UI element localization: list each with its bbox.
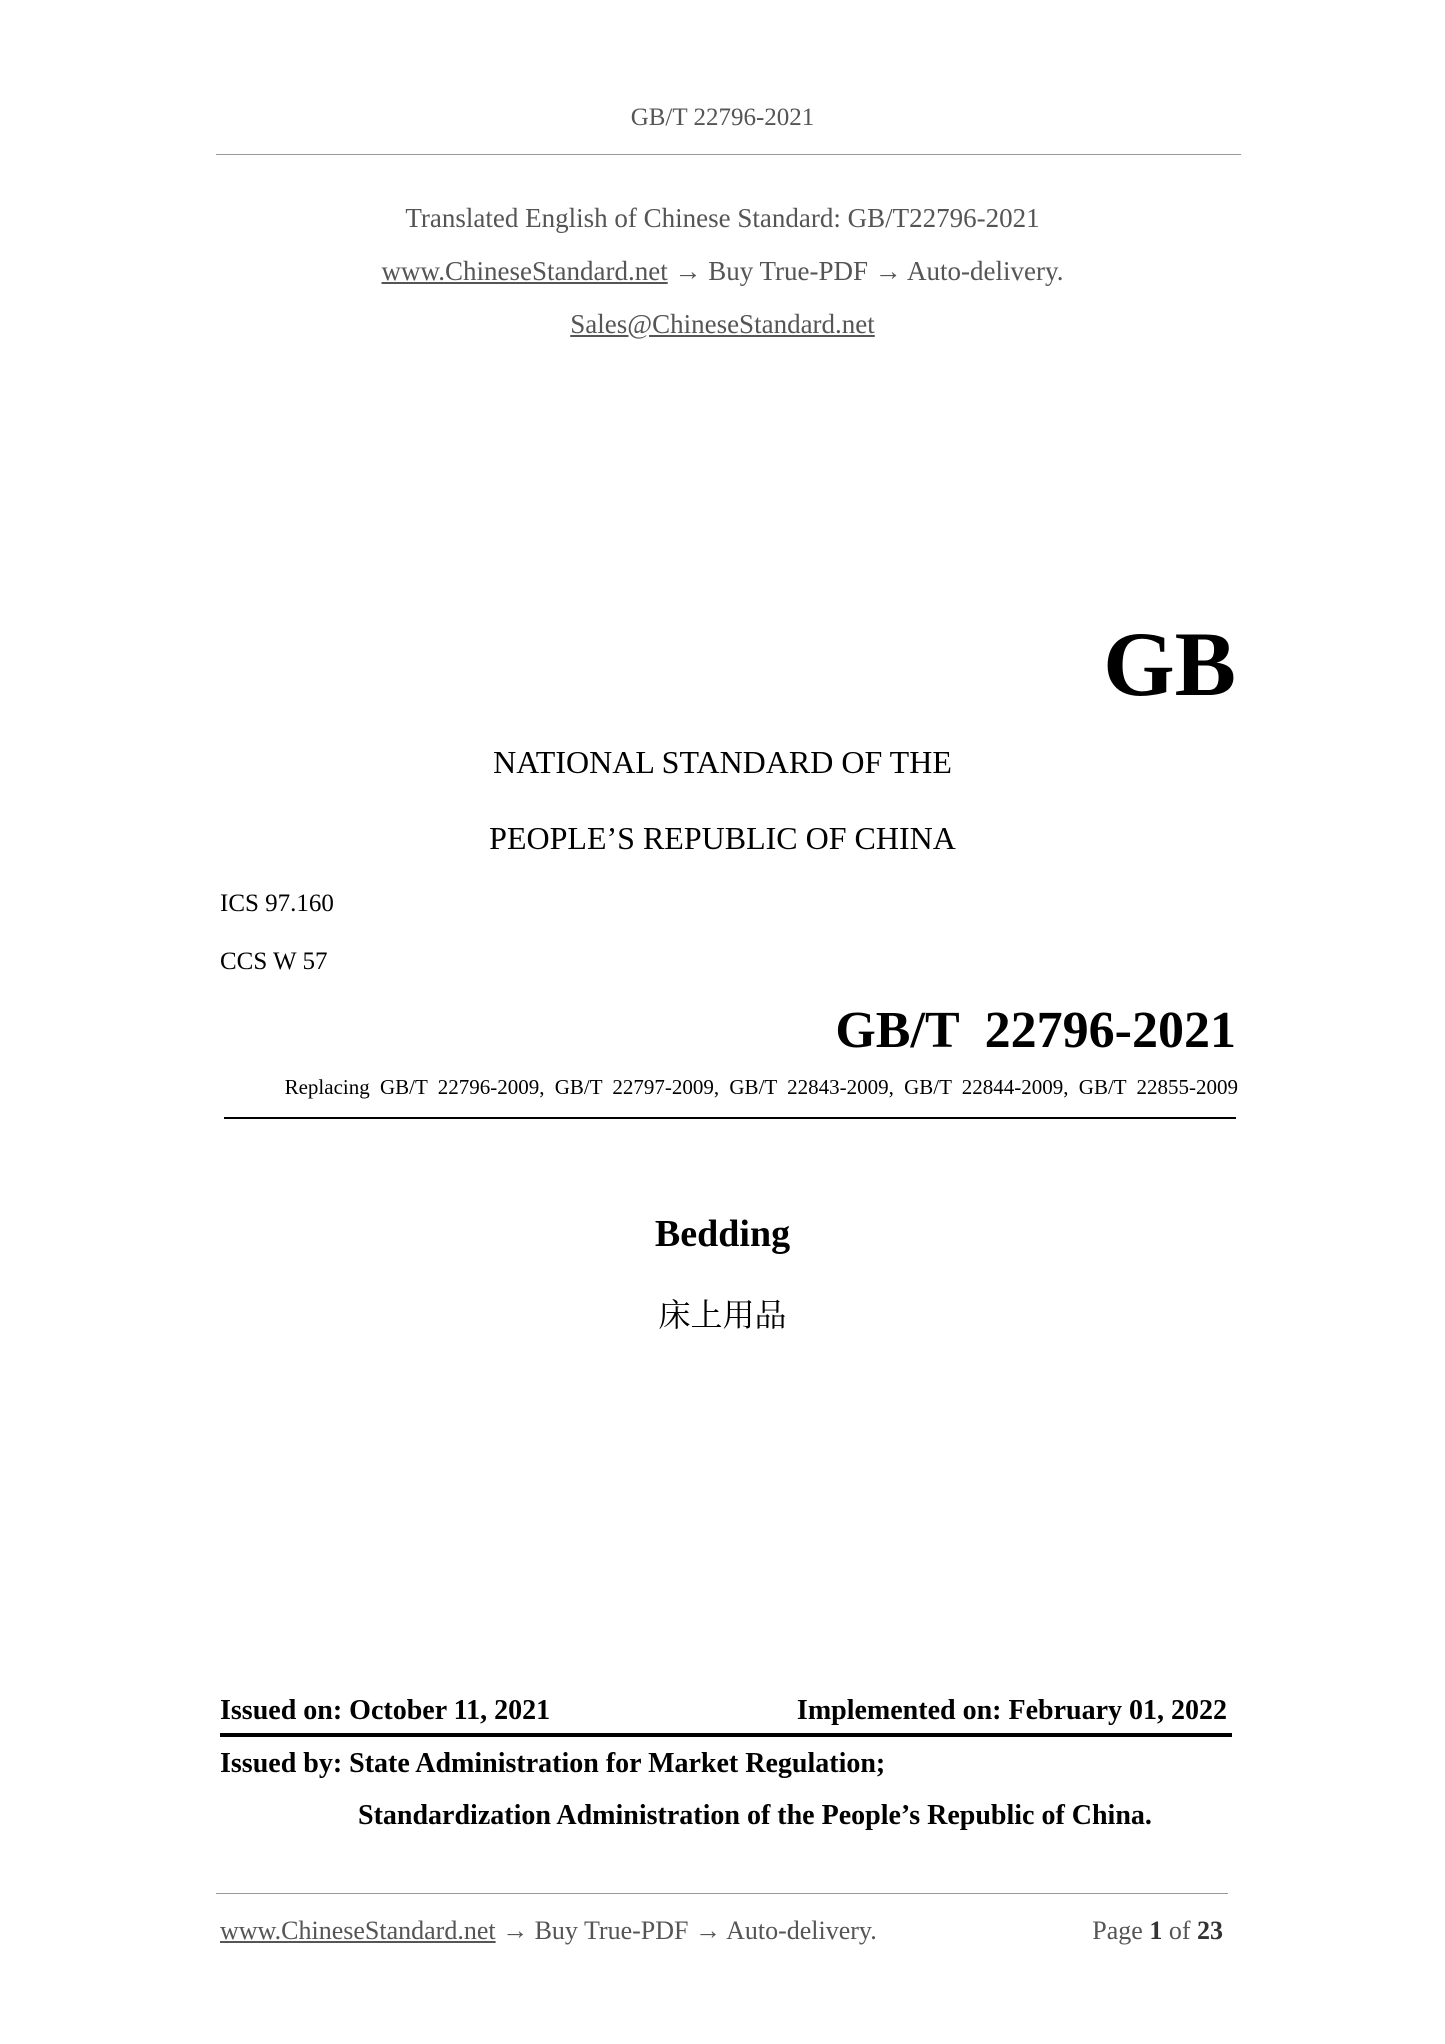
page-current: 1 [1149,1916,1163,1945]
issued-by-line-2: Standardization Administration of the People’s Republic of China. [358,1800,1152,1831]
running-header: GB/T 22796-2021 [630,104,815,131]
footer-purchase-line [220,1916,877,1946]
buy-pdf-text: Buy True-PDF [708,256,869,286]
issued-by-line-1: Issued by: State Administration for Market Regulation; [220,1748,886,1779]
arrow-right-icon: → [502,1916,529,1945]
purchase-line [0,256,1445,287]
issue-divider [220,1733,1232,1737]
standard-number: GB/T 22796-2021 [835,1002,1236,1059]
title-divider [224,1117,1236,1119]
footer-auto-delivery-text: Auto-delivery. [726,1916,877,1945]
header-divider [216,154,1241,155]
national-standard-title-line-1: NATIONAL STANDARD OF THE [493,744,952,780]
site-link[interactable]: www.ChineseStandard.net [381,256,668,286]
gb-mark: GB [1103,613,1236,715]
footer-divider [216,1893,1228,1894]
arrow-right-icon: → [695,1916,721,1945]
footer-buy-pdf-text: Buy True-PDF [534,1916,689,1945]
ics-code: ICS 97.160 [220,890,334,917]
ccs-code: CCS W 57 [220,948,328,975]
auto-delivery-text: Auto-delivery. [907,256,1064,286]
footer-site-link[interactable]: www.ChineseStandard.net [220,1916,496,1945]
replacing-standards: Replacing GB/T 22796-2009, GB/T 22797-2009, GB/T 22843-2009, GB/T 22844-2009, GB/T 22855-2009 [284,1075,1238,1099]
page-label: Page [1092,1916,1143,1945]
page-of-label: of [1168,1916,1191,1945]
page-indicator [1092,1916,1223,1946]
document-title-english: Bedding [654,1213,791,1255]
email-line [0,309,1445,340]
arrow-right-icon: → [674,256,702,286]
implemented-on-date: Implemented on: February 01, 2022 [796,1695,1227,1726]
arrow-right-icon: → [874,256,902,286]
sales-email-link[interactable]: Sales@ChineseStandard.net [570,309,875,339]
issued-on-date: Issued on: October 11, 2021 [220,1695,551,1726]
national-standard-title-line-2: PEOPLE’S REPUBLIC OF CHINA [489,820,956,856]
page-total: 23 [1197,1916,1223,1945]
translation-notice: Translated English of Chinese Standard: GB/T22796-2021 [405,203,1040,233]
document-title-chinese: 床上用品 [658,1296,787,1334]
